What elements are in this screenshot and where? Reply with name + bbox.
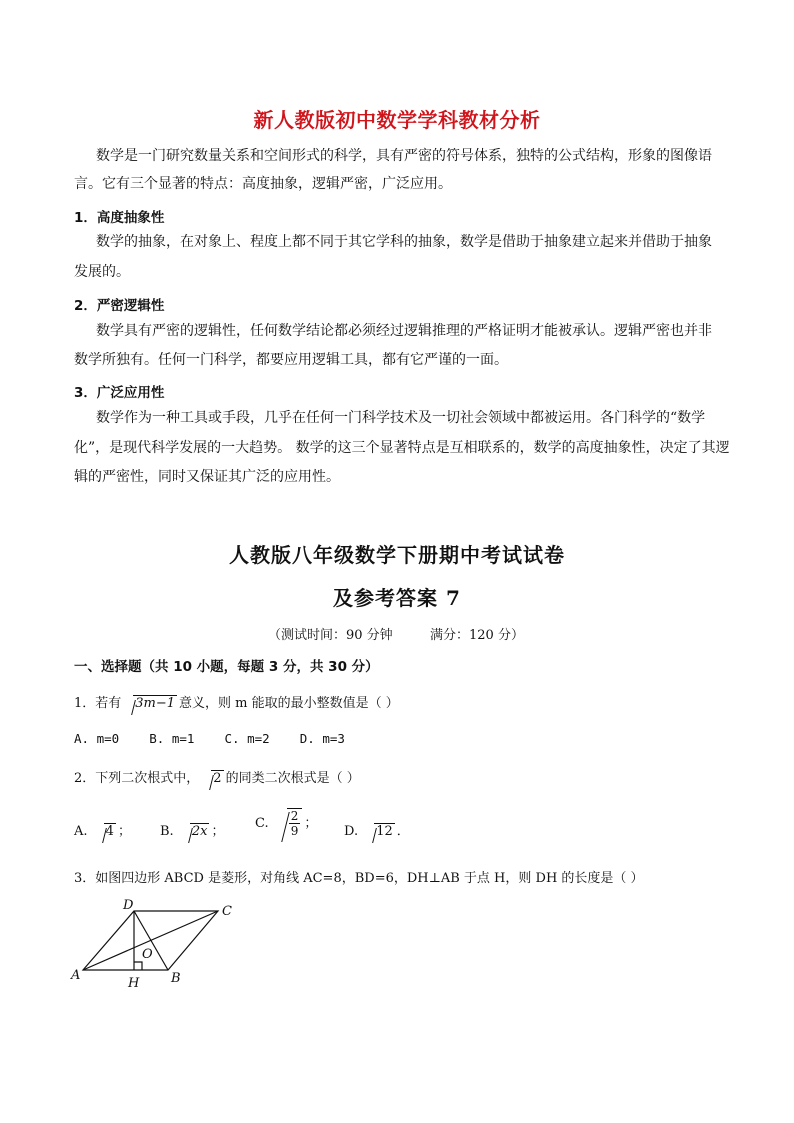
q2-suffix: 的同类二次根式是（ ） — [225, 771, 360, 786]
question-2 — [74, 767, 360, 786]
q2-b-sep: ； — [211, 824, 225, 839]
rhombus-figure — [68, 896, 238, 992]
sqrt-radical — [275, 808, 303, 838]
intro-line-2: 言。它有三个显著的特点：高度抽象，逻辑严密，广泛应用。 — [74, 176, 452, 192]
q2-d-label: D. — [344, 824, 359, 839]
q1-suffix: 意义，则 m 能取的最小整数值是（ ） — [179, 696, 399, 711]
label-a: A — [71, 968, 81, 983]
q2-d-end: ． — [396, 824, 410, 839]
q2-a-radicand: 4 — [105, 824, 114, 839]
label-b: B — [171, 971, 181, 986]
q2-option-d — [344, 820, 410, 839]
s3-line-3: 辑的严密性，同时又保证其广泛的应用性。 — [74, 469, 340, 485]
q2-prefix: 2．下列二次根式中， — [74, 771, 200, 786]
s2-line-1: 数学具有严密的逻辑性，任何数学结论都必须经过逻辑推理的严格证明才能被承认。逻辑严密也并非 — [96, 323, 712, 339]
q2-b-radicand: 2x — [191, 824, 208, 839]
intro-line-1: 数学是一门研究数量关系和空间形式的科学，具有严密的符号体系，独特的公式结构，形象的图像语 — [96, 148, 712, 164]
section-choice-heading: 一、选择题（共 10 小题，每题 3 分，共 30 分） — [74, 659, 379, 675]
sqrt-radical — [94, 824, 116, 839]
q2-option-a — [74, 820, 131, 839]
q2-a-sep: ； — [117, 824, 131, 839]
exam-score: 满分：120 分） — [430, 628, 524, 643]
label-h: H — [128, 976, 140, 991]
s1-line-2: 发展的。 — [74, 264, 130, 280]
q2-c-numerator: 2 — [290, 809, 299, 823]
question-1 — [74, 692, 399, 711]
analysis-title: 新人教版初中数学学科教材分析 — [253, 108, 541, 132]
q2-b-label: B. — [160, 824, 174, 839]
q2-c-fraction — [289, 809, 301, 838]
q2-c-label: C. — [255, 816, 269, 831]
q2-c-denominator: 9 — [290, 824, 299, 838]
section-heading-application: 3．广泛应用性 — [74, 385, 165, 401]
q1-radicand: 3m−1 — [135, 696, 176, 711]
q1-prefix: 1．若有 — [74, 696, 122, 711]
label-d: D — [123, 898, 134, 913]
exam-time: （测试时间：90 分钟 — [268, 628, 393, 643]
q2-d-radicand: 12 — [376, 824, 393, 839]
section-heading-abstract: 1．高度抽象性 — [74, 210, 165, 226]
s3-line-2: 化”，是现代科学发展的一大趋势。 数学的这三个显著特点是互相联系的，数学的高度抽象性，决定了其逻 — [74, 440, 730, 456]
s2-line-2: 数学所独有。任何一门科学，都要应用逻辑工具，都有它严谨的一面。 — [74, 352, 508, 368]
q2-option-b — [160, 820, 224, 839]
q2-option-c — [255, 808, 317, 838]
section-heading-logic: 2．严密逻辑性 — [74, 298, 165, 314]
exam-subtitle: 及参考答案 7 — [333, 586, 461, 610]
right-angle-mark — [134, 962, 142, 970]
label-c: C — [222, 904, 232, 919]
q2-radicand: 2 — [213, 771, 222, 786]
s3-line-1: 数学作为一种工具或手段，几乎在任何一门科学技术及一切社会领域中都被运用。各门科学的“数学 — [96, 410, 706, 426]
q2-a-label: A. — [74, 824, 88, 839]
q1-options: A. m=0 B. m=1 C. m=2 D. m=3 — [74, 731, 345, 746]
s1-line-1: 数学的抽象，在对象上、程度上都不同于其它学科的抽象，数学是借助于抽象建立起来并借助于抽象 — [96, 234, 712, 250]
sqrt-radical — [123, 696, 177, 711]
sqrt-radical — [364, 824, 395, 839]
label-o: O — [142, 947, 153, 962]
sqrt-radical — [180, 824, 210, 839]
question-3: 3．如图四边形 ABCD 是菱形，对角线 AC=8，BD=6，DH⊥AB 于点 H，则 DH 的长度是（ ） — [74, 871, 644, 886]
q2-c-sep: ； — [304, 816, 318, 831]
exam-title: 人教版八年级数学下册期中考试试卷 — [229, 543, 565, 567]
sqrt-radical — [201, 771, 223, 786]
